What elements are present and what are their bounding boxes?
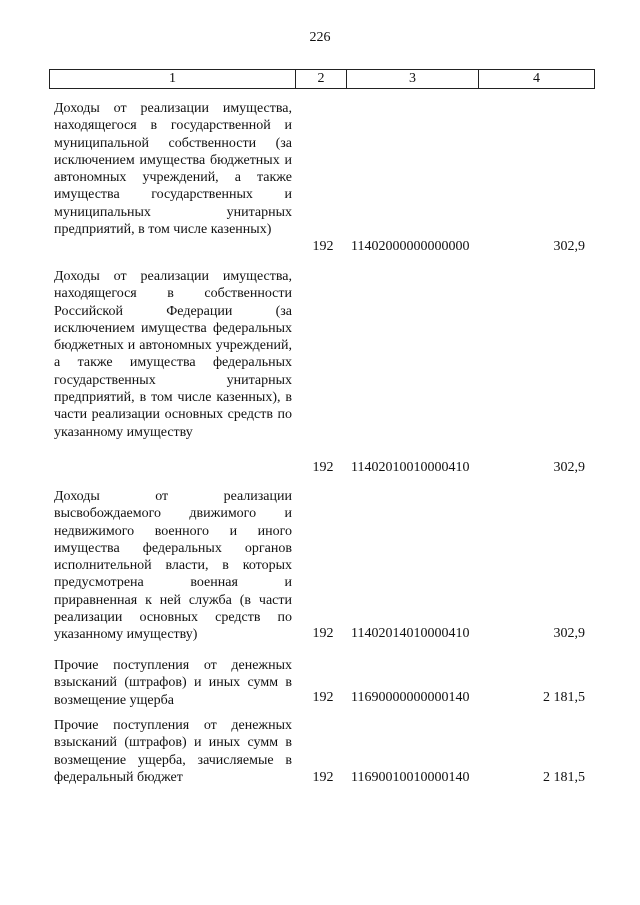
row-description: Прочие поступления от денежных взысканий (штрафов) и иных сумм в возмещение ущерба, зачисляемые в федеральный бюджет [54,718,292,785]
row-kbk: 11690010010000140 [351,770,470,785]
row-value: 302,9 [553,460,585,475]
row-kbk: 11690000000000140 [351,690,470,705]
row-code: 192 [312,626,334,641]
row-description: Доходы от реализации имущества, находящегося в собственности Российской Федерации (за исключением имущества федеральных бюджетных и автономных учреждений, а также имущества федеральных государственных унитарных предприятий, в том числе казенных), в части реализации основных средств по указанному имуществу [54,269,292,440]
row-code: 192 [312,239,334,254]
row-value: 302,9 [553,239,585,254]
row-value: 302,9 [553,626,585,641]
header-cell-1: 1 [50,70,296,89]
row-description: Прочие поступления от денежных взысканий (штрафов) и иных сумм в возмещение ущерба [54,658,292,708]
table-header [49,69,595,89]
row-code: 192 [312,460,334,475]
row-code: 192 [312,770,334,785]
row-kbk: 11402010010000410 [351,460,470,475]
header-cell-4: 4 [479,70,595,89]
row-code: 192 [312,690,334,705]
header-cell-3: 3 [347,70,479,89]
row-kbk: 11402000000000000 [351,239,470,254]
row-kbk: 11402014010000410 [351,626,470,641]
page-number: 226 [309,30,331,45]
header-cell-2: 2 [296,70,347,89]
row-description: Доходы от реализации имущества, находящегося в государственной и муниципальной собственности (за исключением имущества бюджетных и автономных учреждений, а также имущества государственных и муниципальных унитарных предприятий, в том числе казенных) [54,101,292,238]
row-value: 2 181,5 [543,690,585,705]
row-description: Доходы от реализации высвобождаемого движимого и недвижимого военного и иного имущества федеральных органов исполнительной власти, в которых предусмотрена военная и приравненная к ней служба (в части реализации основных средств по указанному имуществу) [54,489,292,643]
table-header-row [50,70,595,89]
row-value: 2 181,5 [543,770,585,785]
